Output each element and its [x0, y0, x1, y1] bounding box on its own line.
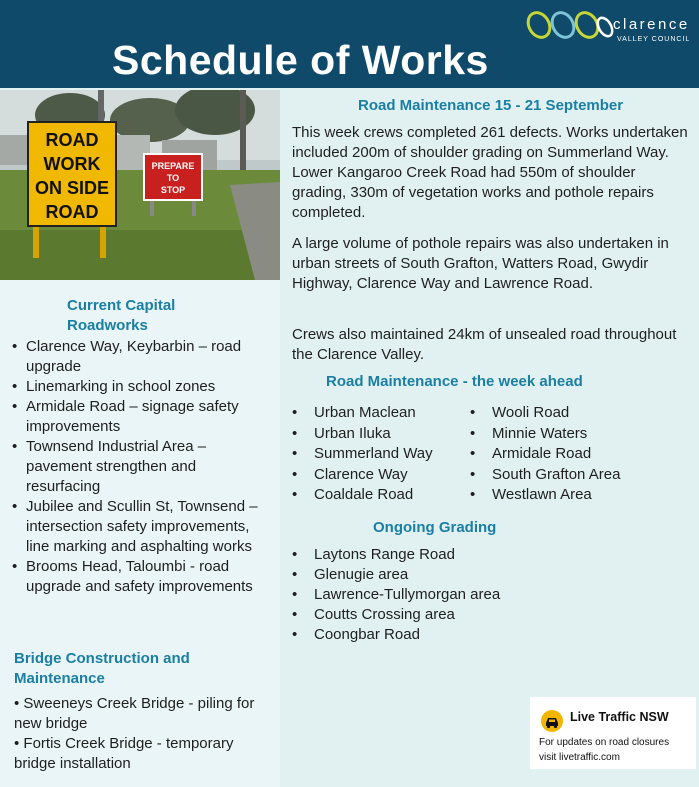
- list-item: • Clarence Way: [292, 465, 433, 486]
- sign-road-line-4: ROAD: [45, 202, 99, 222]
- list-item: • Lawrence-Tullymorgan area: [292, 585, 500, 605]
- capital-heading-line-2: Roadworks: [67, 317, 148, 334]
- header-banner: [0, 0, 699, 88]
- sign-stop-line-2: TO: [166, 173, 180, 183]
- list-item: • Westlawn Area: [470, 485, 620, 506]
- list-item: • Armidale Road – signage safety improvements: [12, 397, 274, 437]
- list-item: • Glenugie area: [292, 565, 500, 585]
- grading-heading: Ongoing Grading: [373, 519, 497, 536]
- list-item: • Clarence Way, Keybarbin – road upgrade: [12, 337, 274, 377]
- week-ahead-heading: Road Maintenance - the week ahead: [326, 373, 583, 390]
- maintenance-paragraph-1: This week crews completed 261 defects. Works undertaken included 200m of shoulder grading on Summerland Way. Lower Kangaroo Creek Road had 550m of shoulder grading, 330m of vegetation works and pothole repairs completed.: [292, 124, 688, 221]
- week-ahead-list-2: [470, 403, 620, 506]
- live-traffic-line-1: For updates on road closures: [539, 737, 670, 748]
- list-item: • Jubilee and Scullin St, Townsend – intersection safety improvements, line marking and asphalting works: [12, 497, 274, 557]
- road-maintenance-heading: Road Maintenance 15 - 21 September: [358, 97, 624, 114]
- list-item: • Coaldale Road: [292, 485, 433, 506]
- left-column: [0, 280, 280, 787]
- sign-road-line-2: WORK: [43, 154, 101, 174]
- list-item: • Fortis Creek Bridge - temporary bridge installation: [14, 735, 234, 772]
- list-item: • Urban Maclean: [292, 403, 433, 424]
- council-logo: [525, 9, 695, 49]
- list-item: • South Grafton Area: [470, 465, 620, 486]
- list-item: • Laytons Range Road: [292, 545, 500, 565]
- roadwork-photo: [0, 90, 280, 280]
- bridge-list: [14, 694, 266, 774]
- list-item: • Coongbar Road: [292, 625, 500, 645]
- logo-subtitle: VALLEY COUNCIL: [617, 36, 691, 43]
- maintenance-paragraph-2: A large volume of pothole repairs was also undertaken in urban streets of South Grafton, Watters Road, Gwydir Highway, Clarence Way and Lawrence Road.: [292, 235, 669, 292]
- sign-road-line-1: ROAD: [45, 130, 99, 150]
- list-item: • Brooms Head, Taloumbi - road upgrade and safety improvements: [12, 557, 274, 597]
- traffic-car-icon: [540, 709, 564, 738]
- live-traffic-box[interactable]: [530, 697, 696, 769]
- live-traffic-link[interactable]: visit livetraffic.com: [539, 752, 620, 763]
- maintenance-paragraph-3: Crews also maintained 24km of unsealed road throughout the Clarence Valley.: [292, 326, 677, 363]
- sign-stop-line-1: PREPARE: [151, 161, 195, 171]
- list-item: • Coutts Crossing area: [292, 605, 500, 625]
- list-item: • Minnie Waters: [470, 424, 620, 445]
- capital-heading-line-1: Current Capital: [67, 297, 176, 314]
- sign-stop-line-3: STOP: [160, 185, 186, 195]
- bridge-heading: Bridge Construction and Maintenance: [14, 650, 190, 687]
- week-ahead-list-1: [292, 403, 433, 506]
- sign-road-line-3: ON SIDE: [34, 178, 110, 198]
- list-item: • Sweeneys Creek Bridge - piling for new bridge: [14, 695, 255, 732]
- list-item: • Townsend Industrial Area – pavement strengthen and resurfacing: [12, 437, 274, 497]
- grading-list: [292, 545, 500, 645]
- list-item: • Summerland Way: [292, 444, 433, 465]
- list-item: • Linemarking in school zones: [12, 377, 274, 397]
- page-title: Schedule of Works: [112, 37, 489, 83]
- capital-list: [12, 337, 274, 597]
- live-traffic-title: Live Traffic NSW: [570, 710, 669, 724]
- capital-heading: [67, 296, 267, 336]
- right-column: [280, 88, 699, 787]
- list-item: • Wooli Road: [470, 403, 620, 424]
- list-item: • Urban Iluka: [292, 424, 433, 445]
- list-item: • Armidale Road: [470, 444, 620, 465]
- logo-name: clarence: [613, 16, 690, 33]
